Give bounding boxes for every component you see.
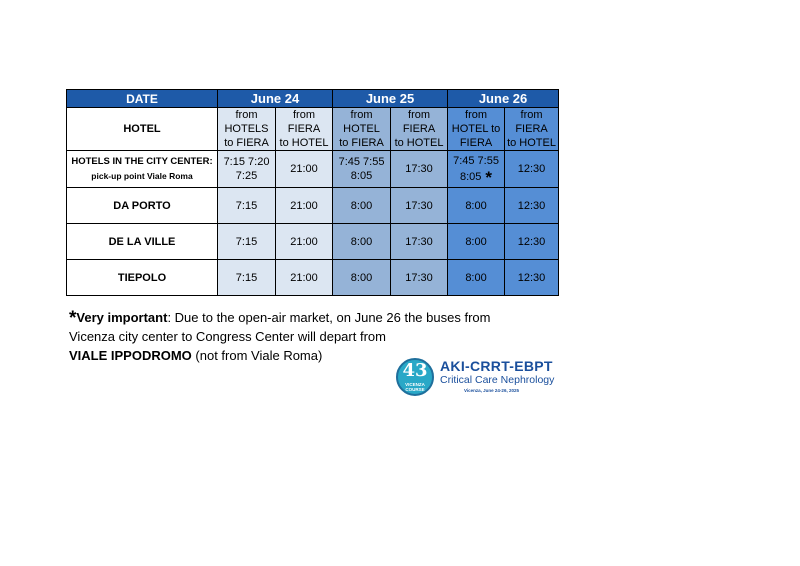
time-cell: 21:00	[276, 188, 333, 224]
note-lead: Very important	[76, 310, 168, 325]
subheader-text: from	[520, 109, 543, 121]
day-header-june-24: June 24	[218, 90, 333, 108]
shuttle-schedule-table	[66, 89, 559, 296]
subheader-jun25-to-fiera	[333, 108, 391, 151]
subheader-text: to FIERA	[224, 137, 269, 149]
subheader-text: FIERA	[402, 123, 436, 135]
subheader-jun25-to-hotel	[391, 108, 448, 151]
subheader-text: from	[408, 109, 431, 121]
note-text: : Due to the open-air market, on June 26 the buses from	[167, 310, 491, 325]
subheader-text: HOTEL to	[451, 123, 501, 135]
time-cell: 12:30	[505, 260, 559, 296]
time-cell: 12:30	[505, 188, 559, 224]
table-row-da-porto	[67, 188, 559, 224]
day-header-june-26: June 26	[448, 90, 559, 108]
time-cell: 7:15	[218, 224, 276, 260]
time-cell: 7:15	[218, 188, 276, 224]
hotel-name: DE LA VILLE	[67, 224, 218, 260]
time-cell: 12:30	[505, 224, 559, 260]
subheader-text: FIERA	[459, 137, 493, 149]
note-text: (not from Viale Roma)	[191, 348, 323, 363]
time-cell: 21:00	[276, 224, 333, 260]
subheader-text: FIERA	[515, 123, 548, 135]
time-cell: 8:00	[333, 260, 391, 296]
time-text: 8:05	[460, 171, 482, 183]
course-badge-icon	[396, 358, 434, 396]
subheader-jun26-to-fiera	[448, 108, 505, 151]
subheader-text: HOTEL	[343, 123, 380, 135]
subheader-text: from	[293, 109, 315, 121]
time-cell: 8:00	[333, 188, 391, 224]
hotel-header: HOTEL	[67, 108, 218, 151]
time-cell: 12:30	[505, 151, 559, 188]
subheader-text: to HOTEL	[279, 137, 329, 149]
table-row-de-la-ville	[67, 224, 559, 260]
time-cell: 21:00	[276, 260, 333, 296]
time-cell: 8:00	[333, 224, 391, 260]
pickup-point: pick-up point Viale Roma	[91, 171, 193, 181]
time-cell: 17:30	[391, 224, 448, 260]
subheader-text: to HOTEL	[507, 137, 556, 149]
city-center-title: HOTELS IN THE CITY CENTER:	[71, 156, 213, 167]
badge-number: 43	[402, 360, 428, 381]
subheader-jun24-to-fiera	[218, 108, 276, 151]
time-cell: 21:00	[276, 151, 333, 188]
time-cell	[448, 151, 505, 188]
time-cell: 7:15	[218, 260, 276, 296]
subheader-jun24-to-hotel	[276, 108, 333, 151]
table-row-tiepolo	[67, 260, 559, 296]
subheader-text: HOTELS	[224, 123, 269, 135]
subheader-jun26-to-hotel	[505, 108, 559, 151]
subheader-text: FIERA	[287, 123, 321, 135]
logo-date: Vicenza, June 24-26, 2025	[464, 388, 519, 393]
time-cell: 8:00	[448, 224, 505, 260]
subheader-row	[67, 108, 559, 151]
header-row	[67, 90, 559, 108]
subheader-text: from	[465, 109, 488, 121]
time-text: 8:05	[350, 170, 373, 182]
hotel-name: DA PORTO	[67, 188, 218, 224]
note-text: Vicenza city center to Congress Center will depart from	[69, 329, 386, 344]
time-text: 7:25	[235, 170, 258, 182]
note-place: VIALE IPPODROMO	[69, 348, 192, 363]
time-text: 7:15 7:20	[223, 156, 270, 168]
important-note	[69, 307, 569, 365]
badge-line: COURSE	[405, 387, 425, 392]
note-asterisk: *	[69, 308, 77, 329]
subheader-text: to HOTEL	[394, 137, 444, 149]
time-text: 7:45 7:55	[338, 156, 385, 168]
logo-subtitle: Critical Care Nephrology	[440, 374, 555, 386]
hotel-name: TIEPOLO	[67, 260, 218, 296]
time-cell	[333, 151, 391, 188]
asterisk-marker: *	[485, 168, 493, 187]
logo-title: AKI-CRRT-EBPT	[440, 358, 553, 374]
badge-line: VICENZA	[405, 382, 425, 387]
hotel-name-city-center	[67, 151, 218, 188]
time-cell	[218, 151, 276, 188]
time-cell: 8:00	[448, 260, 505, 296]
time-cell: 17:30	[391, 188, 448, 224]
subheader-text: from	[235, 109, 258, 121]
time-cell: 17:30	[391, 260, 448, 296]
subheader-text: from	[350, 109, 373, 121]
time-cell: 8:00	[448, 188, 505, 224]
time-cell: 17:30	[391, 151, 448, 188]
time-text: 7:45 7:55	[453, 155, 499, 167]
course-logo	[396, 358, 566, 400]
date-header: DATE	[67, 90, 218, 108]
day-header-june-25: June 25	[333, 90, 448, 108]
table-row-city-center	[67, 151, 559, 188]
subheader-text: to FIERA	[339, 137, 384, 149]
